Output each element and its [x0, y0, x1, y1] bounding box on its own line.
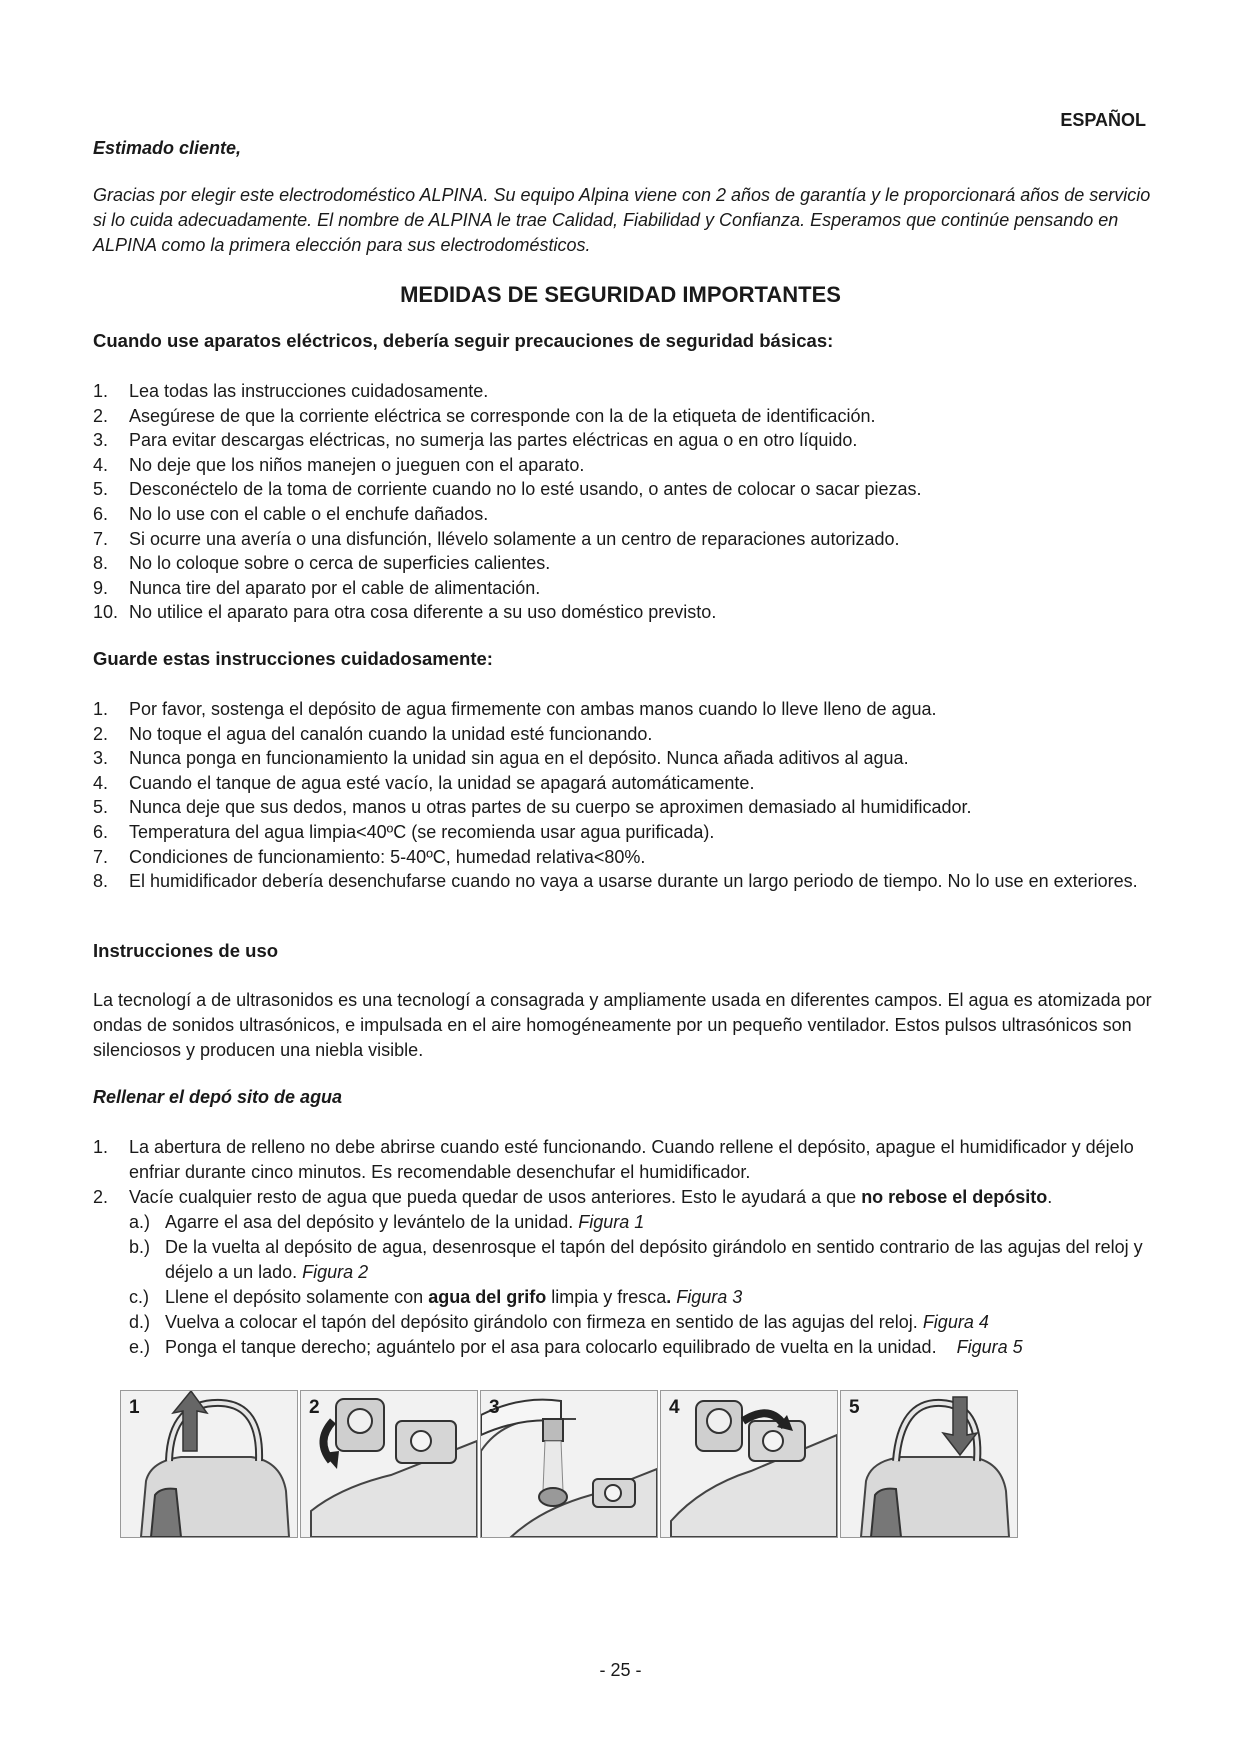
list-item [93, 1185, 1158, 1360]
item-number: 3. [93, 430, 109, 451]
item-number: 8. [93, 553, 109, 574]
page-number: - 25 - [599, 1660, 642, 1680]
figure-reference: Figura 4 [922, 1312, 989, 1332]
list-item [93, 600, 1153, 625]
intro-paragraph: Gracias por elegir este electrodoméstico ALPINA. Su equipo Alpina viene con 2 años de garantía y le proporcionará años de servicio si lo cuida adecuadamente. El nombre de ALPINA le trae Calidad, Fiabilidad y Confianza. Esperamos que continúe pensando en ALPINA como la primera elección para sus electrodomésticos. [93, 185, 1151, 255]
sub-text: Agarre el asa del depósito y levántelo de la unidad. [165, 1212, 579, 1232]
item-text: Cuando el tanque de agua esté vacío, la unidad se apagará automáticamente. [129, 772, 755, 793]
item-number: 5. [93, 479, 109, 500]
list-item [93, 404, 1153, 429]
item-number: 7. [93, 528, 109, 549]
bold-dot: . [666, 1287, 672, 1307]
list-item [93, 1135, 1158, 1185]
sub-text: Llene el depósito solamente con [165, 1287, 429, 1307]
keep-heading: Guarde estas instrucciones cuidadosamente: [93, 648, 493, 669]
figure-number: 1 [129, 1397, 140, 1418]
list-item [93, 527, 1153, 552]
greeting: Estimado cliente, [93, 138, 242, 158]
figure-3-illustration [481, 1391, 657, 1537]
keep-list [93, 697, 1153, 894]
item-number: 2. [93, 1187, 109, 1207]
item-text: Nunca deje que sus dedos, manos u otras partes de su cuerpo se aproximen demasiado al humidificador. [129, 797, 972, 818]
bold-text: no rebose el depósito [861, 1187, 1048, 1207]
sub-item [129, 1310, 1158, 1335]
item-number: 2. [93, 405, 109, 426]
item-text: No utilice el aparato para otra cosa diferente a su uso doméstico previsto. [129, 602, 717, 623]
item-number: 5. [93, 797, 109, 818]
list-item [93, 428, 1153, 453]
sub-label: b.) [129, 1237, 151, 1257]
item-text: Desconéctelo de la toma de corriente cuando no lo esté usando, o antes de colocar o sacar piezas. [129, 479, 922, 500]
list-item [93, 845, 1153, 870]
figure-reference: Figura 2 [302, 1262, 369, 1282]
item-number: 1. [93, 381, 109, 401]
list-item [93, 576, 1153, 601]
figure-reference: Figura 1 [578, 1212, 645, 1232]
sub-label: c.) [129, 1287, 149, 1307]
item-text: Vacíe cualquier resto de agua que pueda quedar de usos anteriores. Esto le ayudará a que [129, 1187, 862, 1207]
refill-heading: Rellenar el depó sito de agua [93, 1087, 343, 1107]
item-text: Nunca ponga en funcionamiento la unidad sin agua en el depósito. Nunca añada aditivos al agua. [129, 748, 909, 769]
item-text: Condiciones de funcionamiento: 5-40ºC, humedad relativa<80%. [129, 846, 646, 867]
bold-text: agua del grifo [428, 1287, 547, 1307]
item-number: 7. [93, 846, 109, 867]
safety-heading: Cuando use aparatos eléctricos, debería seguir precauciones de seguridad básicas: [93, 330, 834, 351]
main-title: MEDIDAS DE SEGURIDAD IMPORTANTES [400, 282, 841, 307]
sub-label: d.) [129, 1312, 151, 1332]
item-number: 9. [93, 577, 109, 598]
sub-text: Ponga el tanque derecho; aguántelo por el asa para colocarlo equilibrado de vuelta en la unidad. [165, 1337, 957, 1357]
figure-5 [840, 1390, 1018, 1538]
figure-2-illustration [301, 1391, 477, 1537]
item-number: 3. [93, 748, 109, 769]
item-number: 8. [93, 871, 109, 892]
sub-text: De la vuelta al depósito de agua, desenrosque el tapón del depósito girándolo en sentido contrario de las agujas del reloj y déjelo a un lado. [165, 1237, 1143, 1282]
item-text: Asegúrese de que la corriente eléctrica se corresponde con la de la etiqueta de identificación. [129, 405, 876, 426]
list-item [93, 697, 1153, 722]
item-text: Nunca tire del aparato por el cable de alimentación. [129, 577, 541, 598]
usage-paragraph: La tecnologí a de ultrasonidos es una tecnologí a consagrada y ampliamente usada en diferentes campos. El agua es atomizada por ondas de sonidos ultrasónicos, e impulsada en el aire homogéneamente por un pequeño ventilador. Estos pulsos ultrasónicos son silenciosos y producen una niebla visible. [93, 990, 1152, 1060]
item-text: No deje que los niños manejen o jueguen con el aparato. [129, 454, 585, 475]
language-label: ESPAÑOL [1060, 110, 1146, 130]
sub-item [129, 1210, 1158, 1235]
figure-number: 3 [489, 1397, 500, 1418]
list-item [93, 502, 1153, 527]
figure-reference: Figura 3 [676, 1287, 743, 1307]
item-text: No lo use con el cable o el enchufe dañados. [129, 503, 489, 524]
list-item [93, 746, 1153, 771]
list-item [93, 453, 1153, 478]
item-text-end: . [1047, 1187, 1053, 1207]
item-number: 6. [93, 503, 109, 524]
item-number: 4. [93, 772, 109, 793]
item-number: 1. [93, 1137, 109, 1157]
figure-number: 5 [849, 1397, 860, 1418]
usage-heading: Instrucciones de uso [93, 940, 279, 961]
list-item [93, 477, 1153, 502]
list-item [93, 551, 1153, 576]
figure-2 [300, 1390, 478, 1538]
sub-label: e.) [129, 1337, 151, 1357]
sub-text: limpia y fresca [546, 1287, 667, 1307]
item-text: El humidificador debería desenchufarse cuando no vaya a usarse durante un largo periodo de tiempo. No lo use en exteriores. [129, 871, 1138, 892]
item-number: 4. [93, 454, 109, 475]
figure-1 [120, 1390, 298, 1538]
figure-number: 4 [669, 1397, 680, 1418]
sub-item [129, 1335, 1158, 1360]
sub-item [129, 1285, 1158, 1310]
item-text: La abertura de relleno no debe abrirse cuando esté funcionando. Cuando rellene el depósito, apague el humidificador y déjelo enfriar durante cinco minutos. Es recomendable desenchufar el humidificador. [129, 1137, 1134, 1182]
item-number: 2. [93, 723, 109, 744]
figure-3 [480, 1390, 658, 1538]
sub-text: Vuelva a colocar el tapón del depósito girándolo con firmeza en sentido de las agujas del reloj. [165, 1312, 923, 1332]
figure-1-illustration [121, 1391, 297, 1537]
refill-instructions [93, 1135, 1158, 1360]
item-text: No lo coloque sobre o cerca de superficies calientes. [129, 553, 551, 574]
list-item [93, 722, 1153, 747]
figure-reference: Figura 5 [956, 1337, 1023, 1357]
figure-number: 2 [309, 1397, 320, 1418]
figure-5-illustration [841, 1391, 1017, 1537]
list-item [93, 795, 1153, 820]
figure-4 [660, 1390, 838, 1538]
list-item [93, 771, 1153, 796]
list-item [93, 820, 1153, 845]
item-number: 6. [93, 821, 109, 842]
item-text: No toque el agua del canalón cuando la unidad esté funcionando. [129, 723, 653, 744]
item-text: Para evitar descargas eléctricas, no sumerja las partes eléctricas en agua o en otro líquido. [129, 430, 858, 451]
item-text: Por favor, sostenga el depósito de agua firmemente con ambas manos cuando lo lleve lleno de agua. [129, 699, 937, 719]
sub-label: a.) [129, 1212, 151, 1232]
figure-strip [120, 1390, 1040, 1538]
item-text: Lea todas las instrucciones cuidadosamente. [129, 381, 489, 401]
item-text: Si ocurre una avería o una disfunción, llévelo solamente a un centro de reparaciones autorizado. [129, 528, 900, 549]
list-item [93, 869, 1153, 894]
list-item [93, 379, 1153, 404]
safety-list [93, 379, 1153, 625]
figure-4-illustration [661, 1391, 837, 1537]
sub-item [129, 1235, 1158, 1285]
item-number: 1. [93, 699, 109, 719]
item-number: 10. [93, 602, 119, 623]
item-text: Temperatura del agua limpia<40ºC (se recomienda usar agua purificada). [129, 821, 715, 842]
